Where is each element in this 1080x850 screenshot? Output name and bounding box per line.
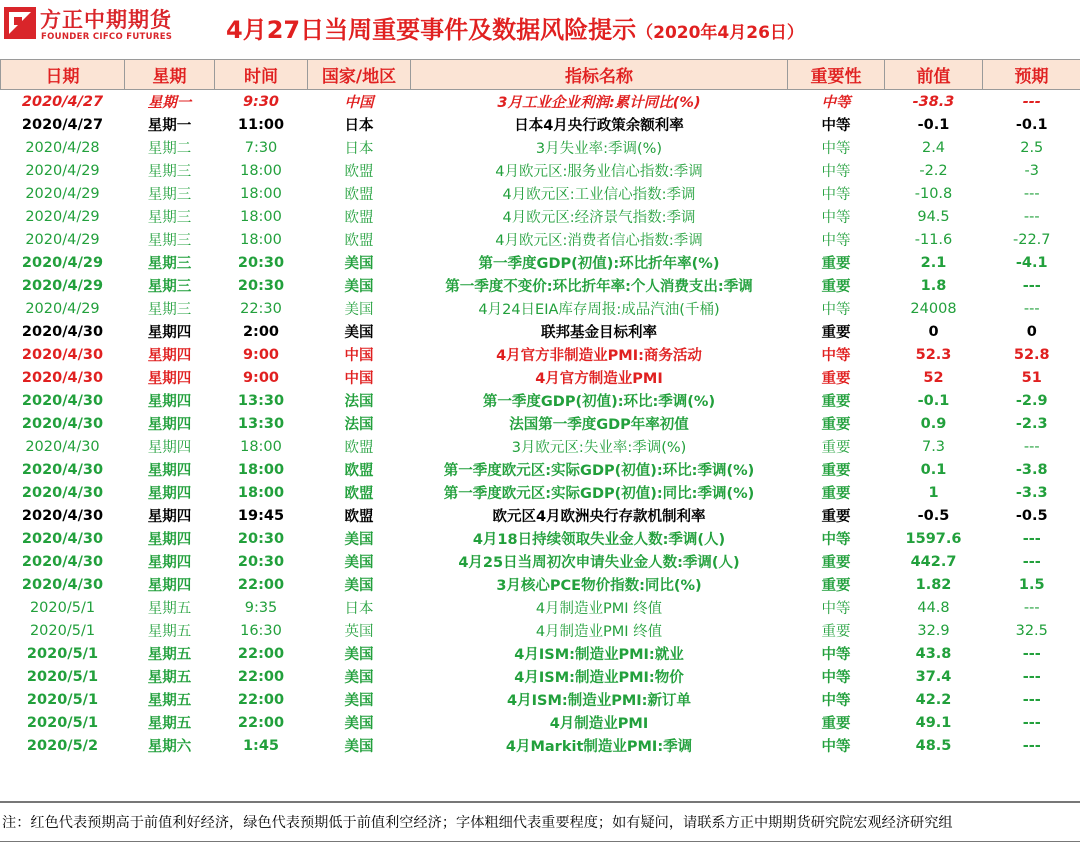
- cell-indicator: 4月24日EIA库存周报:成品汽油(千桶): [411, 297, 788, 320]
- cell-forecast: ---: [983, 205, 1080, 228]
- cell-importance: 中等: [788, 205, 885, 228]
- cell-previous: 43.8: [885, 642, 983, 665]
- cell-weekday: 星期四: [125, 527, 215, 550]
- cell-indicator: 4月官方非制造业PMI:商务活动: [411, 343, 788, 366]
- cell-previous: 52: [885, 366, 983, 389]
- cell-weekday: 星期一: [125, 90, 215, 114]
- cell-time: 18:00: [215, 458, 308, 481]
- cell-region: 中国: [308, 90, 411, 114]
- cell-time: 18:00: [215, 159, 308, 182]
- cell-time: 13:30: [215, 412, 308, 435]
- cell-weekday: 星期三: [125, 228, 215, 251]
- table-row: [1, 159, 1080, 182]
- table-row: [1, 527, 1080, 550]
- cell-importance: 重要: [788, 389, 885, 412]
- cell-previous: 7.3: [885, 435, 983, 458]
- cell-region: 日本: [308, 136, 411, 159]
- cell-region: 美国: [308, 711, 411, 734]
- cell-importance: 重要: [788, 550, 885, 573]
- cell-weekday: 星期六: [125, 734, 215, 757]
- cell-forecast: ---: [983, 297, 1080, 320]
- table-row: [1, 320, 1080, 343]
- cell-forecast: 51: [983, 366, 1080, 389]
- col-header-importance: 重要性: [788, 60, 885, 90]
- cell-previous: 1.8: [885, 274, 983, 297]
- cell-time: 9:00: [215, 343, 308, 366]
- cell-time: 7:30: [215, 136, 308, 159]
- table-row: [1, 366, 1080, 389]
- cell-date: 2020/4/30: [1, 458, 125, 481]
- cell-previous: 0: [885, 320, 983, 343]
- cell-importance: 重要: [788, 435, 885, 458]
- cell-time: 18:00: [215, 182, 308, 205]
- cell-previous: 42.2: [885, 688, 983, 711]
- cell-date: 2020/4/30: [1, 343, 125, 366]
- cell-importance: 重要: [788, 504, 885, 527]
- cell-region: 日本: [308, 113, 411, 136]
- cell-previous: 2.1: [885, 251, 983, 274]
- cell-importance: 重要: [788, 366, 885, 389]
- table-row: [1, 274, 1080, 297]
- cell-importance: 重要: [788, 619, 885, 642]
- cell-weekday: 星期四: [125, 435, 215, 458]
- table-row: [1, 136, 1080, 159]
- cell-time: 18:00: [215, 481, 308, 504]
- table-header-row: [1, 60, 1080, 90]
- cell-time: 9:35: [215, 596, 308, 619]
- cell-indicator: 4月ISM:制造业PMI:就业: [411, 642, 788, 665]
- cell-region: 美国: [308, 527, 411, 550]
- cell-time: 18:00: [215, 435, 308, 458]
- cell-time: 22:30: [215, 297, 308, 320]
- cell-forecast: -0.5: [983, 504, 1080, 527]
- cell-region: 日本: [308, 596, 411, 619]
- cell-weekday: 星期四: [125, 504, 215, 527]
- cell-forecast: 52.8: [983, 343, 1080, 366]
- cell-forecast: ---: [983, 734, 1080, 757]
- cell-weekday: 星期三: [125, 182, 215, 205]
- cell-date: 2020/5/1: [1, 596, 125, 619]
- cell-indicator: 4月Markit制造业PMI:季调: [411, 734, 788, 757]
- cell-previous: -11.6: [885, 228, 983, 251]
- footnote: [0, 801, 1080, 842]
- cell-time: 16:30: [215, 619, 308, 642]
- cell-weekday: 星期四: [125, 412, 215, 435]
- cell-previous: -2.2: [885, 159, 983, 182]
- cell-indicator: 第一季度欧元区:实际GDP(初值):环比:季调(%): [411, 458, 788, 481]
- cell-forecast: ---: [983, 642, 1080, 665]
- col-header-indicator: 指标名称: [411, 60, 788, 90]
- cell-importance: 中等: [788, 665, 885, 688]
- col-header-weekday: 星期: [125, 60, 215, 90]
- cell-region: 欧盟: [308, 205, 411, 228]
- cell-date: 2020/4/30: [1, 550, 125, 573]
- table-row: [1, 205, 1080, 228]
- col-header-region: 国家/地区: [308, 60, 411, 90]
- cell-time: 9:00: [215, 366, 308, 389]
- cell-importance: 重要: [788, 320, 885, 343]
- cell-indicator: 4月ISM:制造业PMI:新订单: [411, 688, 788, 711]
- cell-forecast: ---: [983, 274, 1080, 297]
- cell-weekday: 星期四: [125, 320, 215, 343]
- cell-weekday: 星期五: [125, 642, 215, 665]
- cell-date: 2020/4/30: [1, 504, 125, 527]
- cell-importance: 中等: [788, 734, 885, 757]
- cell-weekday: 星期四: [125, 343, 215, 366]
- cell-region: 美国: [308, 688, 411, 711]
- cell-indicator: 4月官方制造业PMI: [411, 366, 788, 389]
- cell-weekday: 星期四: [125, 573, 215, 596]
- table-row: [1, 642, 1080, 665]
- cell-indicator: 4月制造业PMI: [411, 711, 788, 734]
- page-header: [0, 0, 1080, 58]
- col-header-time: 时间: [215, 60, 308, 90]
- cell-region: 美国: [308, 642, 411, 665]
- table-row: [1, 619, 1080, 642]
- table-row: [1, 550, 1080, 573]
- cell-time: 22:00: [215, 573, 308, 596]
- cell-date: 2020/4/28: [1, 136, 125, 159]
- table-row: [1, 481, 1080, 504]
- page-title: [226, 10, 804, 45]
- cell-region: 英国: [308, 619, 411, 642]
- cell-region: 欧盟: [308, 458, 411, 481]
- cell-importance: 重要: [788, 251, 885, 274]
- cell-previous: 1.82: [885, 573, 983, 596]
- table-row: [1, 711, 1080, 734]
- cell-indicator: 3月工业企业利润:累计同比(%): [411, 90, 788, 114]
- cell-forecast: -3.3: [983, 481, 1080, 504]
- table-row: [1, 596, 1080, 619]
- cell-forecast: -3.8: [983, 458, 1080, 481]
- cell-date: 2020/4/30: [1, 412, 125, 435]
- cell-importance: 中等: [788, 642, 885, 665]
- cell-previous: 49.1: [885, 711, 983, 734]
- cell-importance: 重要: [788, 573, 885, 596]
- cell-date: 2020/5/1: [1, 688, 125, 711]
- cell-forecast: -22.7: [983, 228, 1080, 251]
- cell-time: 19:45: [215, 504, 308, 527]
- cell-date: 2020/4/27: [1, 113, 125, 136]
- cell-importance: 中等: [788, 596, 885, 619]
- table-row: [1, 228, 1080, 251]
- cell-importance: 中等: [788, 688, 885, 711]
- cell-date: 2020/5/2: [1, 734, 125, 757]
- cell-importance: 中等: [788, 228, 885, 251]
- cell-weekday: 星期五: [125, 711, 215, 734]
- cell-weekday: 星期五: [125, 596, 215, 619]
- cell-previous: -0.1: [885, 389, 983, 412]
- cell-date: 2020/5/1: [1, 711, 125, 734]
- cell-time: 18:00: [215, 205, 308, 228]
- cell-time: 22:00: [215, 711, 308, 734]
- cell-region: 美国: [308, 734, 411, 757]
- cell-previous: -0.5: [885, 504, 983, 527]
- cell-indicator: 4月制造业PMI 终值: [411, 596, 788, 619]
- cell-forecast: -2.9: [983, 389, 1080, 412]
- cell-forecast: ---: [983, 435, 1080, 458]
- cell-date: 2020/4/29: [1, 159, 125, 182]
- cell-indicator: 联邦基金目标利率: [411, 320, 788, 343]
- col-header-forecast: 预期: [983, 60, 1080, 90]
- cell-region: 美国: [308, 665, 411, 688]
- cell-weekday: 星期四: [125, 550, 215, 573]
- cell-region: 欧盟: [308, 504, 411, 527]
- cell-importance: 中等: [788, 182, 885, 205]
- cell-region: 美国: [308, 573, 411, 596]
- cell-forecast: ---: [983, 550, 1080, 573]
- table-row: [1, 435, 1080, 458]
- cell-forecast: -0.1: [983, 113, 1080, 136]
- cell-region: 美国: [308, 297, 411, 320]
- cell-indicator: 4月18日持续领取失业金人数:季调(人): [411, 527, 788, 550]
- cell-date: 2020/4/30: [1, 527, 125, 550]
- cell-weekday: 星期四: [125, 366, 215, 389]
- table-row: [1, 389, 1080, 412]
- cell-region: 美国: [308, 251, 411, 274]
- cell-region: 中国: [308, 343, 411, 366]
- cell-region: 中国: [308, 366, 411, 389]
- cell-previous: 37.4: [885, 665, 983, 688]
- cell-weekday: 星期一: [125, 113, 215, 136]
- cell-indicator: 4月欧元区:消费者信心指数:季调: [411, 228, 788, 251]
- table-row: [1, 412, 1080, 435]
- cell-forecast: 0: [983, 320, 1080, 343]
- cell-previous: 52.3: [885, 343, 983, 366]
- cell-indicator: 日本4月央行政策余额利率: [411, 113, 788, 136]
- cell-indicator: 3月失业率:季调(%): [411, 136, 788, 159]
- cell-forecast: ---: [983, 527, 1080, 550]
- cell-time: 20:30: [215, 251, 308, 274]
- cell-indicator: 第一季度不变价:环比折年率:个人消费支出:季调: [411, 274, 788, 297]
- cell-importance: 中等: [788, 297, 885, 320]
- cell-previous: 2.4: [885, 136, 983, 159]
- cell-time: 22:00: [215, 688, 308, 711]
- cell-previous: 44.8: [885, 596, 983, 619]
- table-row: [1, 90, 1080, 114]
- table-row: [1, 297, 1080, 320]
- cell-date: 2020/4/30: [1, 573, 125, 596]
- cell-region: 欧盟: [308, 182, 411, 205]
- cell-time: 2:00: [215, 320, 308, 343]
- title-text: 4月27日当周重要事件及数据风险提示: [226, 16, 637, 44]
- cell-previous: 32.9: [885, 619, 983, 642]
- cell-previous: 1: [885, 481, 983, 504]
- cell-previous: -0.1: [885, 113, 983, 136]
- cell-previous: 442.7: [885, 550, 983, 573]
- cell-date: 2020/4/29: [1, 274, 125, 297]
- cell-date: 2020/4/30: [1, 389, 125, 412]
- footnote-text: 注：红色代表预期高于前值利好经济，绿色代表预期低于前值利空经济；字体粗细代表重要程度；如有疑问，请联系方正中期期货研究院宏观经济研究组: [2, 815, 953, 831]
- cell-region: 美国: [308, 274, 411, 297]
- cell-region: 美国: [308, 320, 411, 343]
- cell-forecast: ---: [983, 665, 1080, 688]
- cell-weekday: 星期三: [125, 297, 215, 320]
- cell-time: 20:30: [215, 274, 308, 297]
- table-row: [1, 688, 1080, 711]
- cell-indicator: 法国第一季度GDP年率初值: [411, 412, 788, 435]
- cell-weekday: 星期三: [125, 251, 215, 274]
- cell-region: 美国: [308, 550, 411, 573]
- cell-date: 2020/5/1: [1, 619, 125, 642]
- cell-time: 13:30: [215, 389, 308, 412]
- cell-date: 2020/4/30: [1, 366, 125, 389]
- cell-previous: -38.3: [885, 90, 983, 114]
- cell-time: 22:00: [215, 665, 308, 688]
- table-row: [1, 343, 1080, 366]
- cell-date: 2020/4/29: [1, 251, 125, 274]
- cell-indicator: 3月核心PCE物价指数:同比(%): [411, 573, 788, 596]
- cell-weekday: 星期四: [125, 389, 215, 412]
- cell-importance: 重要: [788, 274, 885, 297]
- cell-region: 法国: [308, 389, 411, 412]
- table-row: [1, 573, 1080, 596]
- cell-weekday: 星期四: [125, 458, 215, 481]
- cell-time: 20:30: [215, 550, 308, 573]
- cell-region: 欧盟: [308, 159, 411, 182]
- cell-forecast: ---: [983, 688, 1080, 711]
- cell-time: 20:30: [215, 527, 308, 550]
- cell-forecast: 32.5: [983, 619, 1080, 642]
- cell-date: 2020/4/27: [1, 90, 125, 114]
- cell-forecast: -4.1: [983, 251, 1080, 274]
- cell-forecast: -2.3: [983, 412, 1080, 435]
- cell-indicator: 4月欧元区:经济景气指数:季调: [411, 205, 788, 228]
- cell-importance: 重要: [788, 481, 885, 504]
- cell-previous: 1597.6: [885, 527, 983, 550]
- cell-time: 11:00: [215, 113, 308, 136]
- cell-forecast: 2.5: [983, 136, 1080, 159]
- company-logo-icon: [3, 6, 37, 40]
- cell-region: 欧盟: [308, 435, 411, 458]
- cell-forecast: ---: [983, 90, 1080, 114]
- cell-date: 2020/4/30: [1, 481, 125, 504]
- cell-weekday: 星期五: [125, 688, 215, 711]
- col-header-date: 日期: [1, 60, 125, 90]
- cell-time: 22:00: [215, 642, 308, 665]
- cell-indicator: 4月制造业PMI 终值: [411, 619, 788, 642]
- cell-importance: 中等: [788, 90, 885, 114]
- cell-importance: 中等: [788, 113, 885, 136]
- table-row: [1, 734, 1080, 757]
- cell-indicator: 4月欧元区:工业信心指数:季调: [411, 182, 788, 205]
- cell-previous: 94.5: [885, 205, 983, 228]
- cell-forecast: ---: [983, 596, 1080, 619]
- table-row: [1, 182, 1080, 205]
- cell-importance: 中等: [788, 343, 885, 366]
- cell-time: 9:30: [215, 90, 308, 114]
- cell-weekday: 星期三: [125, 159, 215, 182]
- table-body: [1, 90, 1080, 758]
- cell-date: 2020/4/30: [1, 435, 125, 458]
- cell-weekday: 星期二: [125, 136, 215, 159]
- cell-region: 法国: [308, 412, 411, 435]
- cell-previous: 24008: [885, 297, 983, 320]
- cell-indicator: 4月25日当周初次申请失业金人数:季调(人): [411, 550, 788, 573]
- cell-region: 欧盟: [308, 228, 411, 251]
- cell-date: 2020/4/29: [1, 228, 125, 251]
- cell-indicator: 第一季度GDP(初值):环比:季调(%): [411, 389, 788, 412]
- events-table: [0, 59, 1080, 757]
- table-row: [1, 665, 1080, 688]
- cell-importance: 中等: [788, 136, 885, 159]
- cell-previous: 48.5: [885, 734, 983, 757]
- cell-indicator: 第一季度欧元区:实际GDP(初值):同比:季调(%): [411, 481, 788, 504]
- cell-forecast: ---: [983, 711, 1080, 734]
- cell-weekday: 星期三: [125, 274, 215, 297]
- cell-indicator: 欧元区4月欧洲央行存款机制利率: [411, 504, 788, 527]
- cell-date: 2020/4/29: [1, 205, 125, 228]
- cell-indicator: 4月欧元区:服务业信心指数:季调: [411, 159, 788, 182]
- cell-forecast: 1.5: [983, 573, 1080, 596]
- cell-indicator: 第一季度GDP(初值):环比折年率(%): [411, 251, 788, 274]
- cell-date: 2020/5/1: [1, 642, 125, 665]
- table-row: [1, 113, 1080, 136]
- cell-date: 2020/5/1: [1, 665, 125, 688]
- cell-importance: 重要: [788, 458, 885, 481]
- cell-forecast: -3: [983, 159, 1080, 182]
- cell-time: 1:45: [215, 734, 308, 757]
- cell-importance: 中等: [788, 159, 885, 182]
- cell-date: 2020/4/30: [1, 320, 125, 343]
- company-name-cn: 方正中期期货: [40, 8, 172, 32]
- table-row: [1, 504, 1080, 527]
- cell-importance: 中等: [788, 527, 885, 550]
- cell-region: 欧盟: [308, 481, 411, 504]
- title-date: （2020年4月26日）: [636, 23, 804, 43]
- cell-previous: -10.8: [885, 182, 983, 205]
- table-row: [1, 251, 1080, 274]
- cell-date: 2020/4/29: [1, 297, 125, 320]
- cell-time: 18:00: [215, 228, 308, 251]
- cell-weekday: 星期三: [125, 205, 215, 228]
- cell-importance: 重要: [788, 412, 885, 435]
- cell-indicator: 4月ISM:制造业PMI:物价: [411, 665, 788, 688]
- cell-weekday: 星期五: [125, 665, 215, 688]
- cell-forecast: ---: [983, 182, 1080, 205]
- cell-previous: 0.9: [885, 412, 983, 435]
- company-name-en: FOUNDER CIFCO FUTURES: [41, 32, 173, 42]
- cell-previous: 0.1: [885, 458, 983, 481]
- col-header-previous: 前值: [885, 60, 983, 90]
- table-row: [1, 458, 1080, 481]
- cell-importance: 重要: [788, 711, 885, 734]
- cell-indicator: 3月欧元区:失业率:季调(%): [411, 435, 788, 458]
- cell-date: 2020/4/29: [1, 182, 125, 205]
- cell-weekday: 星期五: [125, 619, 215, 642]
- cell-weekday: 星期四: [125, 481, 215, 504]
